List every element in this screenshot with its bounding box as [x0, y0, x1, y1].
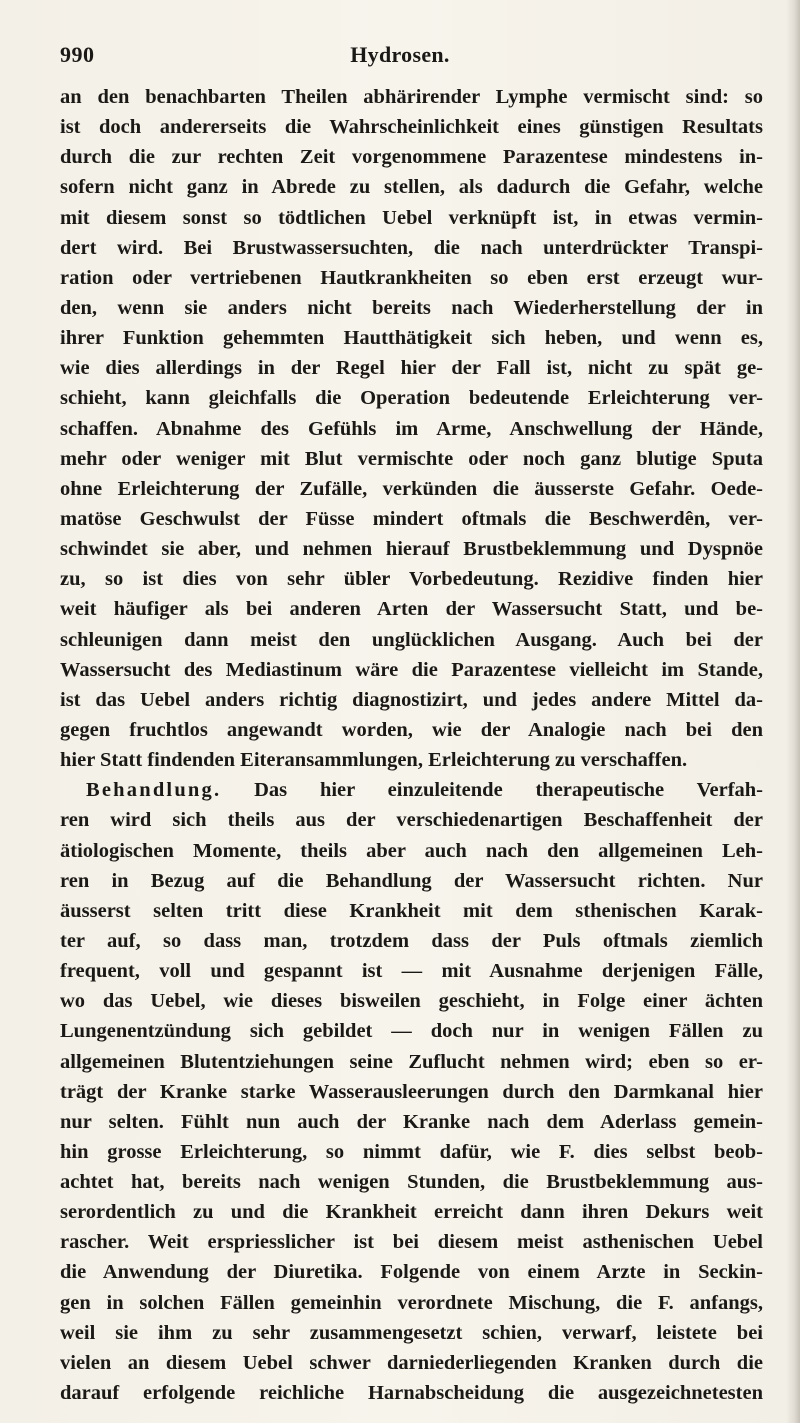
text-line: weit häufiger als bei anderen Arten der Wassersucht Statt, und be-	[60, 598, 763, 621]
text-line: dert wird. Bei Brustwassersuchten, die nach unterdrückter Transpi-	[60, 236, 763, 259]
text-line: an den benachbarten Theilen abhärirender Lymphe vermischt sind: so	[60, 86, 763, 108]
text-line: Wassersucht des Mediastinum wäre die Parazentese vielleicht im Stande,	[60, 658, 763, 681]
page-number: 990	[60, 42, 95, 67]
text-line: ist das Uebel anders richtig diagnostizirt, und jedes andere Mittel da-	[60, 688, 763, 711]
running-title: Hydrosen.	[350, 42, 450, 67]
text-line: wo das Uebel, wie dieses bisweilen geschieht, in Folge einer ächten	[60, 990, 763, 1013]
page-header	[60, 42, 740, 72]
text-line: serordentlich zu und die Krankheit erreicht dann ihren Dekurs weit	[60, 1201, 763, 1224]
text-line: ter auf, so dass man, trotzdem dass der Puls oftmals ziemlich	[60, 929, 763, 952]
text-line: darauf erfolgende reichliche Harnabscheidung die ausgezeichnetesten	[60, 1382, 763, 1405]
text-line: gegen fruchtlos angewandt worden, wie der Analogie nach bei den	[60, 718, 763, 741]
text-line: ihrer Funktion gehemmten Hautthätigkeit sich heben, und wenn es,	[60, 327, 763, 350]
text-line: weil sie ihm zu sehr zusammengesetzt schien, verwarf, leistete bei	[60, 1321, 763, 1344]
text-line: ration oder vertriebenen Hautkrankheiten so eben erst erzeugt wur-	[60, 266, 763, 289]
text-line: schwindet sie aber, und nehmen hierauf Brustbeklemmung und Dyspnöe	[60, 538, 763, 561]
text-line: frequent, voll und gespannt ist — mit Ausnahme derjenigen Fälle,	[60, 960, 763, 983]
text-line: nur selten. Fühlt nun auch der Kranke nach dem Aderlass gemein-	[60, 1110, 763, 1133]
text-line: wie dies allerdings in der Regel hier der Fall ist, nicht zu spät ge-	[60, 357, 763, 380]
text-line: ätiologischen Momente, theils aber auch nach den allgemeinen Leh-	[60, 839, 763, 862]
text-line: schaffen. Abnahme des Gefühls im Arme, Anschwellung der Hände,	[60, 417, 763, 440]
text-line: rascher. Weit erspriesslicher ist bei diesem meist asthenischen Uebel	[60, 1231, 763, 1254]
text-line: ohne Erleichterung der Zufälle, verkünden die äusserste Gefahr. Oede-	[60, 477, 763, 500]
text-line: zu, so ist dies von sehr übler Vorbedeutung. Rezidive finden hier	[60, 568, 763, 591]
text-line: den, wenn sie anders nicht bereits nach Wiederherstellung der in	[60, 296, 763, 319]
text-line: allgemeinen Blutentziehungen seine Zuflucht nehmen wird; eben so er-	[60, 1050, 763, 1073]
text-line: hier Statt findenden Eiteransammlungen, Erleichterung zu verschaffen.	[60, 749, 688, 772]
text-line: sofern nicht ganz in Abrede zu stellen, als dadurch die Gefahr, welche	[60, 176, 763, 199]
text-line: ren wird sich theils aus der verschiedenartigen Beschaffenheit der	[60, 809, 763, 832]
text-line: mehr oder weniger mit Blut vermischte oder noch ganz blutige Sputa	[60, 447, 763, 470]
text-line: schieht, kann gleichfalls die Operation bedeutende Erleichterung ver-	[60, 387, 763, 410]
text-line: die Anwendung der Diuretika. Folgende von einem Arzte in Seckin-	[60, 1261, 763, 1284]
text-line: durch die zur rechten Zeit vorgenommene Parazentese mindestens in-	[60, 146, 763, 169]
text-line: trägt der Kranke starke Wasserausleerungen durch den Darmkanal hier	[60, 1080, 763, 1103]
page-edge-shadow	[786, 0, 800, 1423]
text-line: achtet hat, bereits nach wenigen Stunden, die Brustbeklemmung aus-	[60, 1171, 763, 1194]
text-line: hin grosse Erleichterung, so nimmt dafür, wie F. dies selbst beob-	[60, 1140, 763, 1163]
text-line-rest: Das hier einzuleitende therapeutische Verfah-	[254, 779, 763, 802]
section-heading: Behandlung.	[86, 779, 222, 802]
body-text	[60, 82, 763, 1408]
text-line: schleunigen dann meist den unglücklichen Ausgang. Auch bei der	[60, 628, 763, 651]
text-line: ist doch andererseits die Wahrscheinlichkeit eines günstigen Resultats	[60, 116, 763, 139]
text-line: Lungenentzündung sich gebildet — doch nur in wenigen Fällen zu	[60, 1020, 763, 1043]
text-line: mit diesem sonst so tödtlichen Uebel verknüpft ist, in etwas vermin-	[60, 206, 763, 229]
text-line: gen in solchen Fällen gemeinhin verordnete Mischung, die F. anfangs,	[60, 1291, 763, 1314]
text-line: ren in Bezug auf die Behandlung der Wassersucht richten. Nur	[60, 869, 763, 892]
text-line: vielen an diesem Uebel schwer darniederliegenden Kranken durch die	[60, 1351, 763, 1374]
text-line: matöse Geschwulst der Füsse mindert oftmals die Beschwerdên, ver-	[60, 507, 763, 530]
text-line	[60, 775, 763, 805]
text-line: äusserst selten tritt diese Krankheit mit dem sthenischen Karak-	[60, 899, 763, 922]
